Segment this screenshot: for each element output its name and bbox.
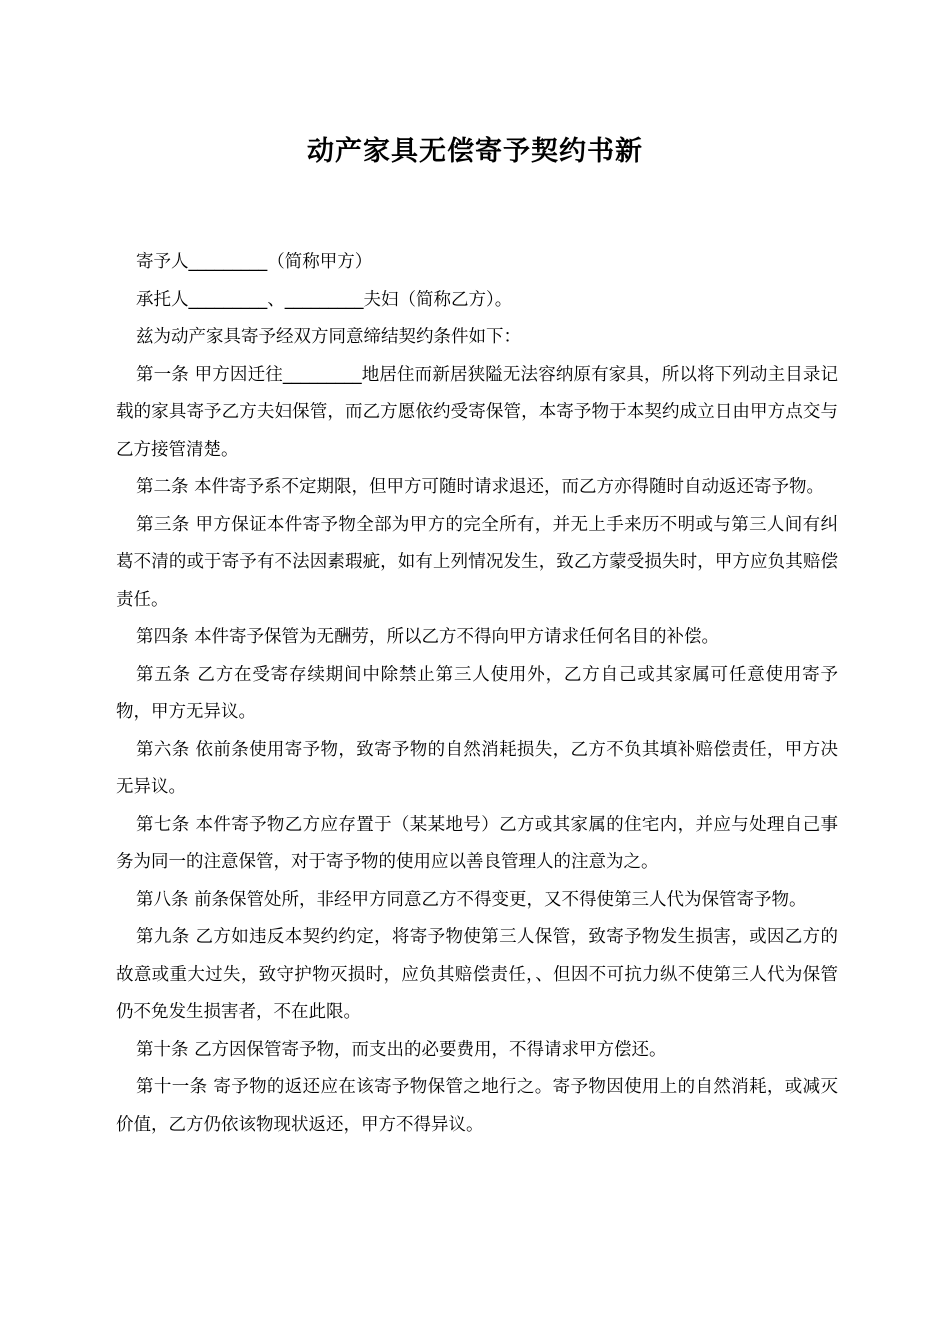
article-3: 第三条 甲方保证本件寄予物全部为甲方的完全所有，并无上手来历不明或与第三人间有纠葛不清的或于寄予有不法因素瑕疵，如有上列情况发生，致乙方蒙受损失时，甲方应负其赔偿责任。 bbox=[116, 514, 838, 610]
preamble: 兹为动产家具寄予经双方同意缔结契约条件如下： bbox=[136, 327, 521, 347]
article-6: 第六条 依前条使用寄予物，致寄予物的自然消耗损失，乙方不负其填补赔偿责任，甲方决无异议。 bbox=[116, 739, 838, 797]
document-body bbox=[116, 244, 838, 1144]
article-7: 第七条 本件寄予物乙方应存置于（某某地号）乙方或其家属的住宅内，并应与处理自己事务为同一的注意保管，对于寄予物的使用应以善良管理人的注意为之。 bbox=[116, 814, 838, 872]
article-1: 第一条 甲方因迁往_________地居住而新居狭隘无法容纳原有家具，所以将下列动主目录记载的家具寄予乙方夫妇保管，而乙方愿依约受寄保管，本寄予物于本契约成立日由甲方点交与乙方接管清楚。 bbox=[116, 364, 838, 460]
article-8: 第八条 前条保管处所，非经甲方同意乙方不得变更，又不得使第三人代为保管寄予物。 bbox=[136, 889, 807, 910]
article-5: 第五条 乙方在受寄存续期间中除禁止第三人使用外，乙方自己或其家属可任意使用寄予物，甲方无异议。 bbox=[116, 664, 838, 722]
article-2: 第二条 本件寄予系不定期限，但甲方可随时请求退还，而乙方亦得随时自动返还寄予物。 bbox=[136, 477, 825, 497]
article-4: 第四条 本件寄予保管为无酬劳，所以乙方不得向甲方请求任何名目的补偿。 bbox=[136, 627, 720, 647]
article-11: 第十一条 寄予物的返还应在该寄予物保管之地行之。寄予物因使用上的自然消耗，或减灭价值，乙方仍依该物现状返还，甲方不得异议。 bbox=[116, 1077, 838, 1135]
article-9: 第九条 乙方如违反本契约约定，将寄予物使第三人保管，致寄予物发生损害，或因乙方的故意或重大过失，致守护物灭损时，应负其赔偿责任，、但因不可抗力纵不使第三人代为保管仍不免发生损害者，不在此限。 bbox=[116, 927, 838, 1022]
party-b-line: 承托人_________、_________夫妇（简称乙方）。 bbox=[136, 289, 513, 310]
party-a-line: 寄予人_________（简称甲方） bbox=[136, 252, 373, 272]
article-10: 第十条 乙方因保管寄予物，而支出的必要费用，不得请求甲方偿还。 bbox=[136, 1039, 667, 1060]
document-title: 动产家具无偿寄予契约书新 bbox=[307, 136, 643, 167]
